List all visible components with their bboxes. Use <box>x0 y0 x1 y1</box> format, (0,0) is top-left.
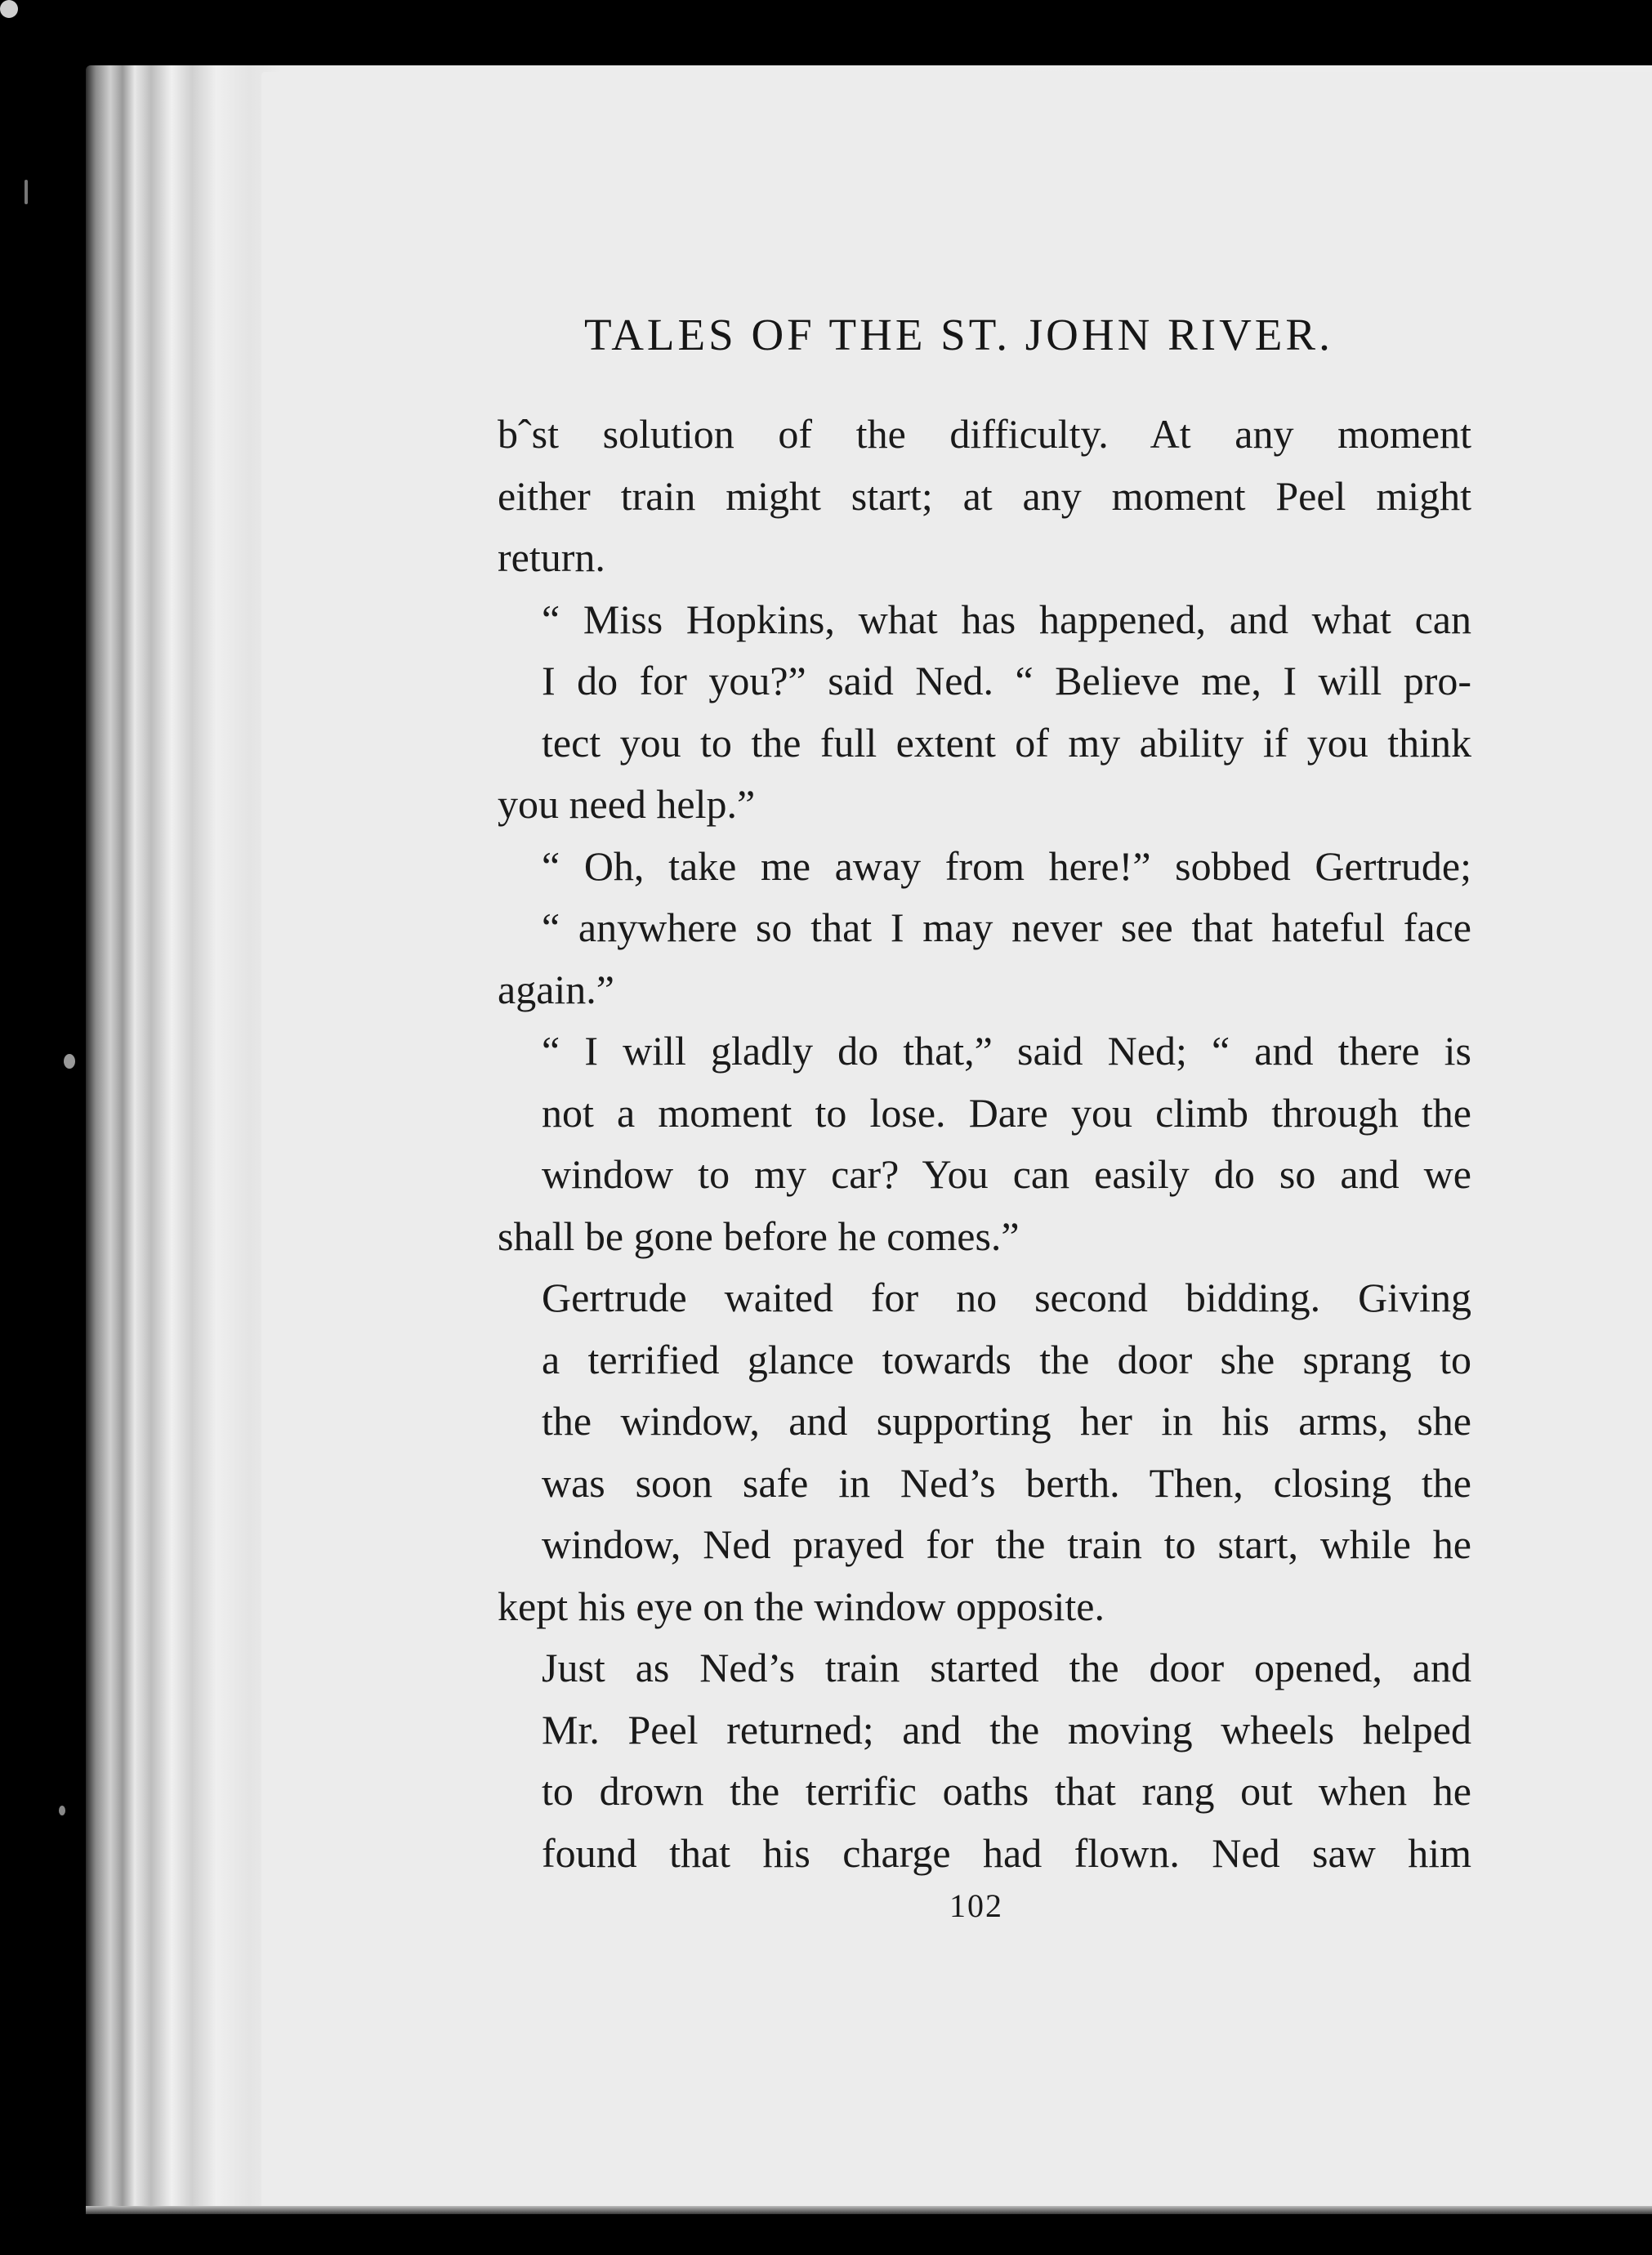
text-line: tect you to the full extent of my ability if you think <box>542 719 1471 766</box>
text-line: kept his eye on the window opposite. <box>498 1583 1105 1629</box>
text-line: bˆst solution of the difficulty. At any moment <box>498 411 1471 457</box>
running-head: TALES OF THE ST. JOHN RIVER. <box>584 310 1333 359</box>
paragraph <box>498 1267 1471 1576</box>
paragraph <box>498 589 1471 775</box>
paragraph <box>498 1576 1471 1638</box>
text-line: “ I will gladly do that,” said Ned; “ and there is <box>542 1028 1471 1074</box>
paragraph <box>498 959 1471 1021</box>
text-line: return. <box>498 534 605 580</box>
text-line: found that his charge had flown. Ned saw him <box>542 1829 1471 1876</box>
scan-speck <box>0 0 18 18</box>
text-line: the window, and supporting her in his arms, she <box>542 1398 1471 1444</box>
paragraph <box>498 1206 1471 1268</box>
body-text <box>498 404 1471 1884</box>
scan-speck <box>64 1054 75 1069</box>
page-bottom-edge <box>86 2206 1652 2214</box>
text-line: not a moment to lose. Dare you climb through the <box>542 1089 1471 1136</box>
text-line: “ Miss Hopkins, what has happened, and what can <box>542 596 1471 642</box>
text-line: again.” <box>498 966 614 1012</box>
text-line: Mr. Peel returned; and the moving wheels helped <box>542 1706 1471 1753</box>
paragraph <box>498 836 1471 959</box>
paragraph <box>498 1637 1471 1884</box>
text-line: “ Oh, take me away from here!” sobbed Gertrude; <box>542 842 1471 889</box>
text-line: was soon safe in Ned’s berth. Then, closing the <box>542 1459 1471 1506</box>
scan-speck <box>25 180 28 204</box>
paragraph <box>498 774 1471 836</box>
text-line: a terrified glance towards the door she sprang to <box>542 1336 1471 1382</box>
paragraph <box>498 404 1471 527</box>
paragraph <box>498 1020 1471 1206</box>
text-line: window to my car? You can easily do so and we <box>542 1151 1471 1197</box>
text-line: Just as Ned’s train started the door opened, and <box>542 1645 1471 1690</box>
page-number: 102 <box>949 1887 1003 1924</box>
text-line: window, Ned prayed for the train to start, while he <box>542 1521 1471 1567</box>
text-line: shall be gone before he comes.” <box>498 1212 1020 1259</box>
text-line: “ anywhere so that I may never see that hateful face <box>542 904 1471 950</box>
paragraph <box>498 527 1471 589</box>
text-line: Gertrude waited for no second bidding. Giving <box>542 1275 1471 1320</box>
text-line: I do for you?” said Ned. “ Believe me, I will pro- <box>542 658 1471 703</box>
text-line: either train might start; at any moment Peel might <box>498 472 1471 519</box>
scan-speck <box>59 1806 65 1815</box>
text-line: you need help.” <box>498 781 756 827</box>
text-line: to drown the terrific oaths that rang out when he <box>542 1768 1471 1814</box>
